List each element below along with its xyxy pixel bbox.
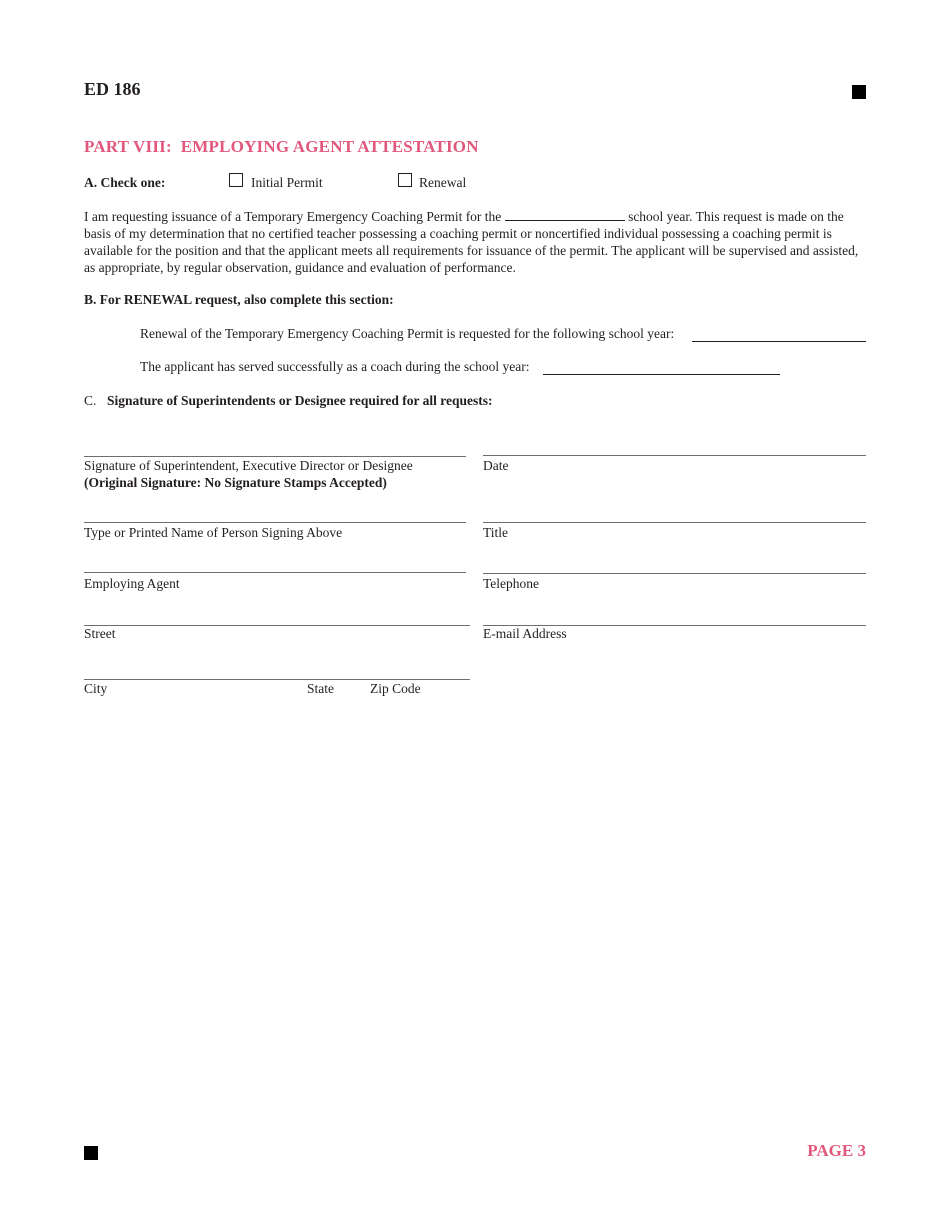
served-year-text: The applicant has served successfully as a coach during the school year: <box>140 359 530 374</box>
attestation-text-end: school year. This request is made on the basis of my determination that no certified teacher possessing a coaching permit or noncertified individual possessing a coaching permit is available for the position and that the applicant meets all requirements for issuance of the permit. The applicant will be supervised and assisted, as appropriate, by regular observation, guidance and evaluation of performance. <box>84 209 859 275</box>
telephone-label: Telephone <box>483 576 540 591</box>
employing-agent-label: Employing Agent <box>84 576 180 591</box>
zip-code-label: Zip Code <box>370 681 421 696</box>
street-line[interactable] <box>84 625 470 626</box>
initial-permit-label: Initial Permit <box>251 175 323 190</box>
title-line[interactable] <box>483 522 866 523</box>
renewal-checkbox[interactable] <box>398 173 412 187</box>
served-year-line[interactable] <box>543 373 780 375</box>
registration-mark-top-right <box>852 85 866 99</box>
initial-permit-checkbox[interactable] <box>229 173 243 187</box>
attestation-paragraph <box>84 208 868 276</box>
date-line[interactable] <box>483 455 866 456</box>
date-label: Date <box>483 458 509 473</box>
city-label: City <box>84 681 108 696</box>
renewal-year-text: Renewal of the Temporary Emergency Coaching Permit is requested for the following school year: <box>140 326 675 341</box>
city-state-zip-line[interactable] <box>84 679 470 680</box>
attestation-text-start: I am requesting issuance of a Temporary Emergency Coaching Permit for the <box>84 209 502 224</box>
email-label: E-mail Address <box>483 626 567 641</box>
printed-name-label: Type or Printed Name of Person Signing Above <box>84 525 343 540</box>
telephone-line[interactable] <box>483 573 866 574</box>
section-c-letter: C. <box>84 393 97 408</box>
section-c-label: Signature of Superintendents or Designee required for all requests: <box>107 393 493 408</box>
signature-label: Signature of Superintendent, Executive Director or Designee <box>84 458 413 473</box>
street-label: Street <box>84 626 116 641</box>
signature-line[interactable] <box>84 456 466 457</box>
renewal-year-line[interactable] <box>692 340 866 342</box>
title-label: Title <box>483 525 509 540</box>
renewal-label: Renewal <box>419 175 467 190</box>
state-label: State <box>307 681 334 696</box>
registration-mark-bottom-left <box>84 1146 98 1160</box>
part-title: PART VIII: EMPLOYING AGENT ATTESTATION <box>84 137 479 156</box>
printed-name-line[interactable] <box>84 522 466 523</box>
employing-agent-line[interactable] <box>84 572 466 573</box>
section-a-label: A. Check one: <box>84 175 166 190</box>
page-number: PAGE 3 <box>807 1141 866 1160</box>
form-code: ED 186 <box>84 79 141 99</box>
signature-note: (Original Signature: No Signature Stamps Accepted) <box>84 475 387 490</box>
section-b-label: B. For RENEWAL request, also complete this section: <box>84 292 394 307</box>
school-year-blank[interactable] <box>505 209 625 221</box>
